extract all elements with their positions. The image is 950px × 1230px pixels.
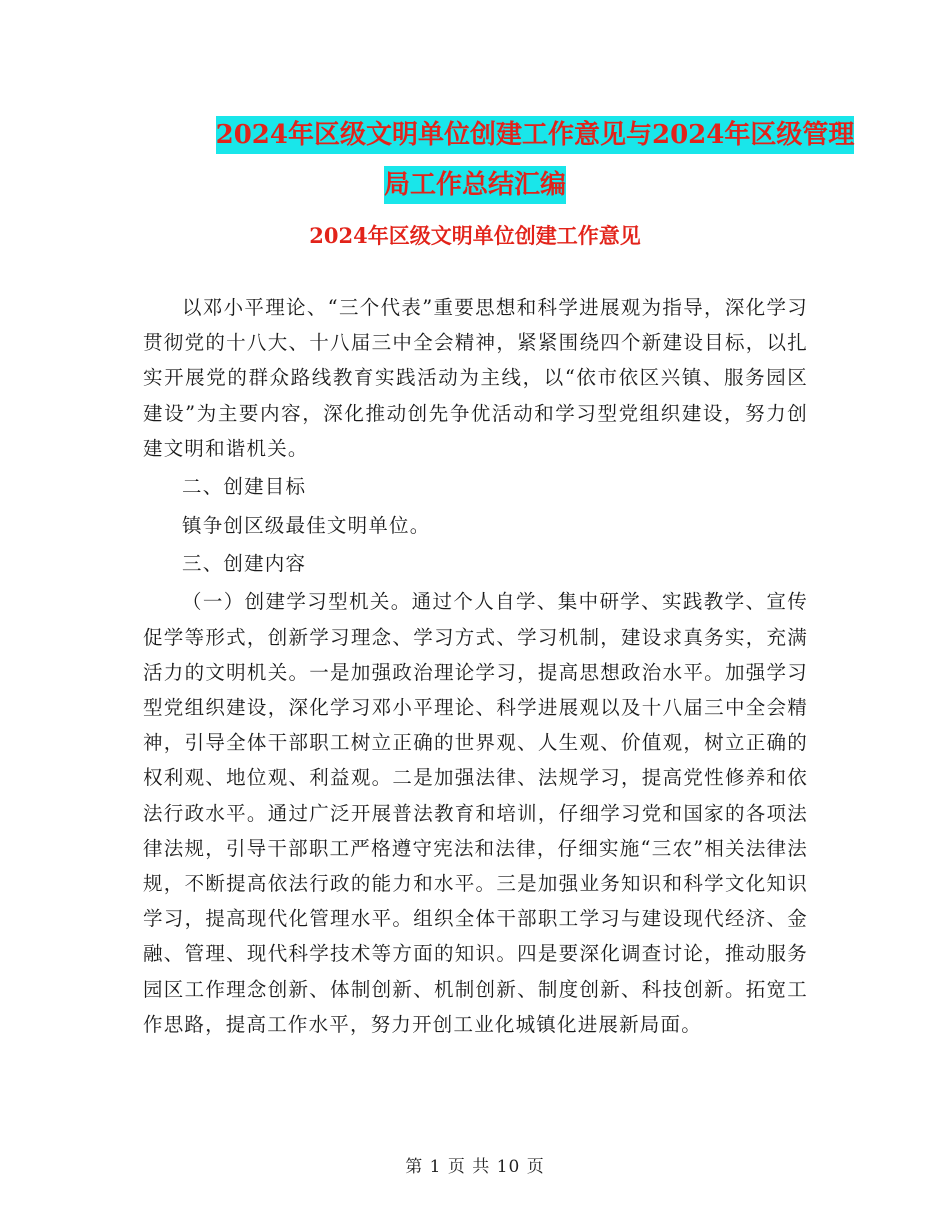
document-body — [143, 290, 808, 1045]
title-line-2-wrap — [0, 160, 950, 210]
section-title: 2024年区级文明单位创建工作意见 — [309, 223, 641, 248]
paragraph-learning-organ: （一）创建学习型机关。通过个人自学、集中研学、实践教学、宣传促学等形式，创新学习理念、学习方式、学习机制，建设求真务实，充满活力的文明机关。一是加强政治理论学习，提高思想政治水平。加强学习型党组织建设，深化学习邓小平理论、科学进展观以及十八届三中全会精神，引导全体干部职工树立正确的世界观、人生观、价值观，树立正确的权利观、地位观、利益观。二是加强法律、法规学习，提高党性修养和依法行政水平。通过广泛开展普法教育和培训，仔细学习党和国家的各项法律法规，引导干部职工严格遵守宪法和法律，仔细实施“三农”相关法律法规，不断提高依法行政的能力和水平。三是加强业务知识和科学文化知识学习，提高现代化管理水平。组织全体干部职工学习与建设现代经济、金融、管理、现代科学技术等方面的知识。四是要深化调查讨论，推动服务园区工作理念创新、体制创新、机制创新、制度创新、科技创新。拓宽工作思路，提高工作水平，努力开创工业化城镇化进展新局面。 — [143, 590, 808, 1036]
heading-goals: 二、创建目标 — [182, 475, 307, 499]
heading-content: 三、创建内容 — [182, 551, 307, 575]
page-footer: 第 1 页 共 10 页 — [405, 1157, 545, 1177]
document-title-line-2: 局工作总结汇编 — [384, 166, 566, 204]
title-line-1-wrap — [0, 110, 950, 160]
document-title — [0, 110, 950, 210]
paragraph-goals: 镇争创区级最佳文明单位。 — [182, 513, 431, 537]
document-title-line-1: 2024年区级文明单位创建工作意见与2024年区级管理 — [216, 116, 855, 154]
paragraph-intro: 以邓小平理论、“三个代表”重要思想和科学进展观为指导，深化学习贯彻党的十八大、十八届三中全会精神，紧紧围绕四个新建设目标，以扎实开展党的群众路线教育实践活动为主线，以“依市依区兴镇、服务园区建设”为主要内容，深化推动创先争优活动和学习型党组织建设，努力创建文明和谐机关。 — [143, 296, 808, 460]
